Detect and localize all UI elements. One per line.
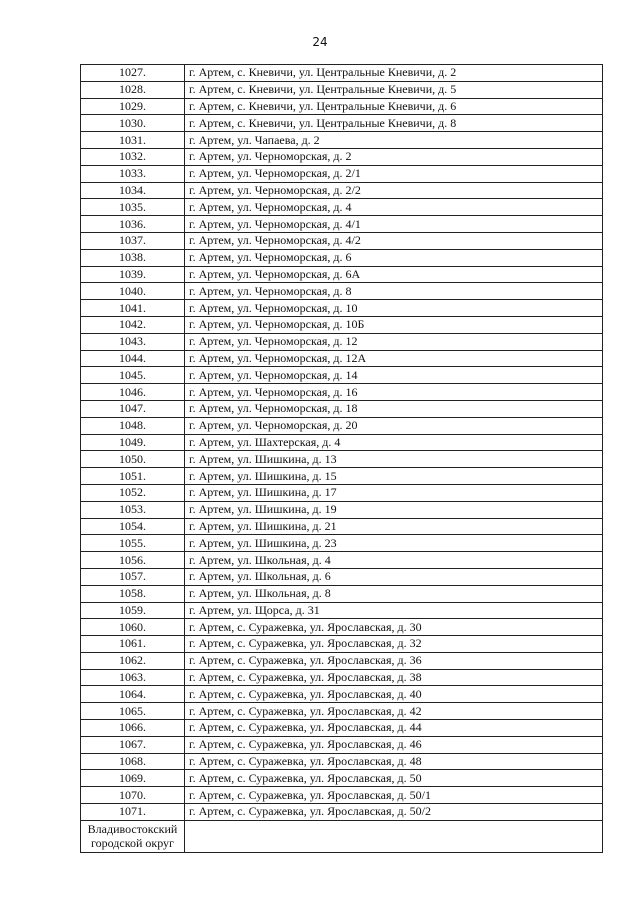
row-number-cell: 1055.	[81, 535, 185, 552]
table-row	[81, 249, 603, 266]
row-address-cell: г. Артем, ул. Черноморская, д. 6	[185, 249, 603, 266]
row-address-cell: г. Артем, ул. Шишкина, д. 21	[185, 518, 603, 535]
row-address-cell: г. Артем, ул. Чапаева, д. 2	[185, 132, 603, 149]
row-number-cell: 1050.	[81, 451, 185, 468]
table-row	[81, 585, 603, 602]
row-number-cell: 1064.	[81, 686, 185, 703]
row-number-cell: 1057.	[81, 568, 185, 585]
row-number-cell: 1060.	[81, 619, 185, 636]
table-row	[81, 400, 603, 417]
table-row	[81, 417, 603, 434]
row-number-cell: 1034.	[81, 182, 185, 199]
row-number-cell: 1040.	[81, 283, 185, 300]
table-row	[81, 333, 603, 350]
row-number-cell: 1070.	[81, 787, 185, 804]
table-row	[81, 182, 603, 199]
table-row	[81, 686, 603, 703]
table-row	[81, 669, 603, 686]
row-number-cell: 1035.	[81, 199, 185, 216]
row-address-cell: г. Артем, с. Суражевка, ул. Ярославская, д. 50	[185, 770, 603, 787]
table-row	[81, 81, 603, 98]
table-row	[81, 283, 603, 300]
row-address-cell: г. Артем, ул. Шахтерская, д. 4	[185, 434, 603, 451]
row-address-cell: г. Артем, ул. Щорса, д. 31	[185, 602, 603, 619]
table-row	[81, 232, 603, 249]
row-address-cell: г. Артем, ул. Черноморская, д. 18	[185, 400, 603, 417]
row-number-cell: 1029.	[81, 98, 185, 115]
table-row	[81, 199, 603, 216]
row-address-cell: г. Артем, ул. Черноморская, д. 14	[185, 367, 603, 384]
row-address-cell: г. Артем, ул. Черноморская, д. 2/1	[185, 165, 603, 182]
address-table	[80, 64, 603, 853]
table-row	[81, 552, 603, 569]
group-row-vladivostok	[81, 820, 603, 852]
row-number-cell: 1048.	[81, 417, 185, 434]
row-number-cell: 1059.	[81, 602, 185, 619]
table-row	[81, 804, 603, 821]
table-row	[81, 602, 603, 619]
table-row	[81, 535, 603, 552]
row-number-cell: 1047.	[81, 400, 185, 417]
row-number-cell: 1056.	[81, 552, 185, 569]
row-number-cell: 1067.	[81, 736, 185, 753]
row-number-cell: 1061.	[81, 636, 185, 653]
table-row	[81, 753, 603, 770]
table-row	[81, 636, 603, 653]
row-number-cell: 1042.	[81, 316, 185, 333]
table-row	[81, 266, 603, 283]
row-address-cell: г. Артем, с. Суражевка, ул. Ярославская, д. 38	[185, 669, 603, 686]
row-address-cell: г. Артем, ул. Черноморская, д. 12А	[185, 350, 603, 367]
row-address-cell: г. Артем, с. Суражевка, ул. Ярославская, д. 50/2	[185, 804, 603, 821]
row-address-cell: г. Артем, ул. Черноморская, д. 10Б	[185, 316, 603, 333]
table-row	[81, 434, 603, 451]
row-address-cell: г. Артем, ул. Черноморская, д. 20	[185, 417, 603, 434]
row-number-cell: 1052.	[81, 484, 185, 501]
row-address-cell: г. Артем, ул. Школьная, д. 6	[185, 568, 603, 585]
table-row	[81, 384, 603, 401]
table-row	[81, 300, 603, 317]
row-address-cell: г. Артем, ул. Школьная, д. 4	[185, 552, 603, 569]
row-number-cell: 1049.	[81, 434, 185, 451]
row-number-cell: 1033.	[81, 165, 185, 182]
table-row	[81, 165, 603, 182]
row-address-cell: г. Артем, с. Суражевка, ул. Ярославская, д. 32	[185, 636, 603, 653]
row-address-cell: г. Артем, ул. Шишкина, д. 19	[185, 501, 603, 518]
table-row	[81, 216, 603, 233]
row-number-cell: 1044.	[81, 350, 185, 367]
table-row	[81, 148, 603, 165]
row-address-cell: г. Артем, ул. Черноморская, д. 4	[185, 199, 603, 216]
row-address-cell: г. Артем, ул. Шишкина, д. 23	[185, 535, 603, 552]
row-address-cell: г. Артем, ул. Черноморская, д. 6А	[185, 266, 603, 283]
row-address-cell: г. Артем, с. Суражевка, ул. Ярославская, д. 44	[185, 720, 603, 737]
row-number-cell: 1039.	[81, 266, 185, 283]
table-row	[81, 619, 603, 636]
row-number-cell: 1058.	[81, 585, 185, 602]
table-row	[81, 468, 603, 485]
row-number-cell: 1066.	[81, 720, 185, 737]
row-address-cell: г. Артем, ул. Шишкина, д. 13	[185, 451, 603, 468]
row-address-cell: г. Артем, с. Кневичи, ул. Центральные Кневичи, д. 2	[185, 65, 603, 82]
row-address-cell: г. Артем, с. Суражевка, ул. Ярославская, д. 50/1	[185, 787, 603, 804]
table-row	[81, 98, 603, 115]
row-address-cell: г. Артем, с. Суражевка, ул. Ярославская, д. 46	[185, 736, 603, 753]
row-address-cell: г. Артем, ул. Черноморская, д. 4/1	[185, 216, 603, 233]
table-row	[81, 652, 603, 669]
table-row	[81, 501, 603, 518]
row-number-cell: 1062.	[81, 652, 185, 669]
row-number-cell: 1065.	[81, 703, 185, 720]
row-address-cell: г. Артем, с. Суражевка, ул. Ярославская, д. 40	[185, 686, 603, 703]
row-address-cell: г. Артем, с. Суражевка, ул. Ярославская, д. 42	[185, 703, 603, 720]
row-address-cell: г. Артем, с. Кневичи, ул. Центральные Кневичи, д. 8	[185, 115, 603, 132]
group-name-cell: Владивостокский городской округ	[81, 820, 185, 852]
table-row	[81, 703, 603, 720]
table-row	[81, 451, 603, 468]
row-address-cell: г. Артем, ул. Черноморская, д. 8	[185, 283, 603, 300]
row-number-cell: 1053.	[81, 501, 185, 518]
table-row	[81, 350, 603, 367]
row-number-cell: 1068.	[81, 753, 185, 770]
row-address-cell: г. Артем, ул. Черноморская, д. 2/2	[185, 182, 603, 199]
row-number-cell: 1038.	[81, 249, 185, 266]
row-number-cell: 1046.	[81, 384, 185, 401]
page-number: 24	[312, 35, 328, 49]
row-number-cell: 1037.	[81, 232, 185, 249]
table-row	[81, 720, 603, 737]
table-row	[81, 132, 603, 149]
row-number-cell: 1030.	[81, 115, 185, 132]
table-row	[81, 367, 603, 384]
table-row	[81, 736, 603, 753]
row-address-cell: г. Артем, ул. Черноморская, д. 10	[185, 300, 603, 317]
table-row	[81, 568, 603, 585]
row-number-cell: 1063.	[81, 669, 185, 686]
row-address-cell: г. Артем, ул. Черноморская, д. 4/2	[185, 232, 603, 249]
row-address-cell: г. Артем, ул. Черноморская, д. 12	[185, 333, 603, 350]
table-row	[81, 316, 603, 333]
row-number-cell: 1036.	[81, 216, 185, 233]
table-row	[81, 484, 603, 501]
row-address-cell: г. Артем, ул. Черноморская, д. 16	[185, 384, 603, 401]
row-address-cell: г. Артем, ул. Школьная, д. 8	[185, 585, 603, 602]
row-number-cell: 1027.	[81, 65, 185, 82]
row-address-cell: г. Артем, ул. Шишкина, д. 15	[185, 468, 603, 485]
row-number-cell: 1028.	[81, 81, 185, 98]
row-address-cell: г. Артем, с. Кневичи, ул. Центральные Кневичи, д. 5	[185, 81, 603, 98]
row-address-cell: г. Артем, с. Суражевка, ул. Ярославская, д. 30	[185, 619, 603, 636]
address-table-body	[81, 65, 603, 853]
table-row	[81, 770, 603, 787]
table-row	[81, 787, 603, 804]
group-address-cell	[185, 820, 603, 852]
row-address-cell: г. Артем, с. Суражевка, ул. Ярославская, д. 36	[185, 652, 603, 669]
row-address-cell: г. Артем, ул. Черноморская, д. 2	[185, 148, 603, 165]
row-number-cell: 1041.	[81, 300, 185, 317]
table-row	[81, 518, 603, 535]
row-address-cell: г. Артем, с. Кневичи, ул. Центральные Кневичи, д. 6	[185, 98, 603, 115]
row-number-cell: 1043.	[81, 333, 185, 350]
row-address-cell: г. Артем, ул. Шишкина, д. 17	[185, 484, 603, 501]
row-number-cell: 1071.	[81, 804, 185, 821]
row-address-cell: г. Артем, с. Суражевка, ул. Ярославская, д. 48	[185, 753, 603, 770]
row-number-cell: 1045.	[81, 367, 185, 384]
table-row	[81, 65, 603, 82]
row-number-cell: 1054.	[81, 518, 185, 535]
row-number-cell: 1032.	[81, 148, 185, 165]
row-number-cell: 1031.	[81, 132, 185, 149]
row-number-cell: 1051.	[81, 468, 185, 485]
row-number-cell: 1069.	[81, 770, 185, 787]
table-row	[81, 115, 603, 132]
